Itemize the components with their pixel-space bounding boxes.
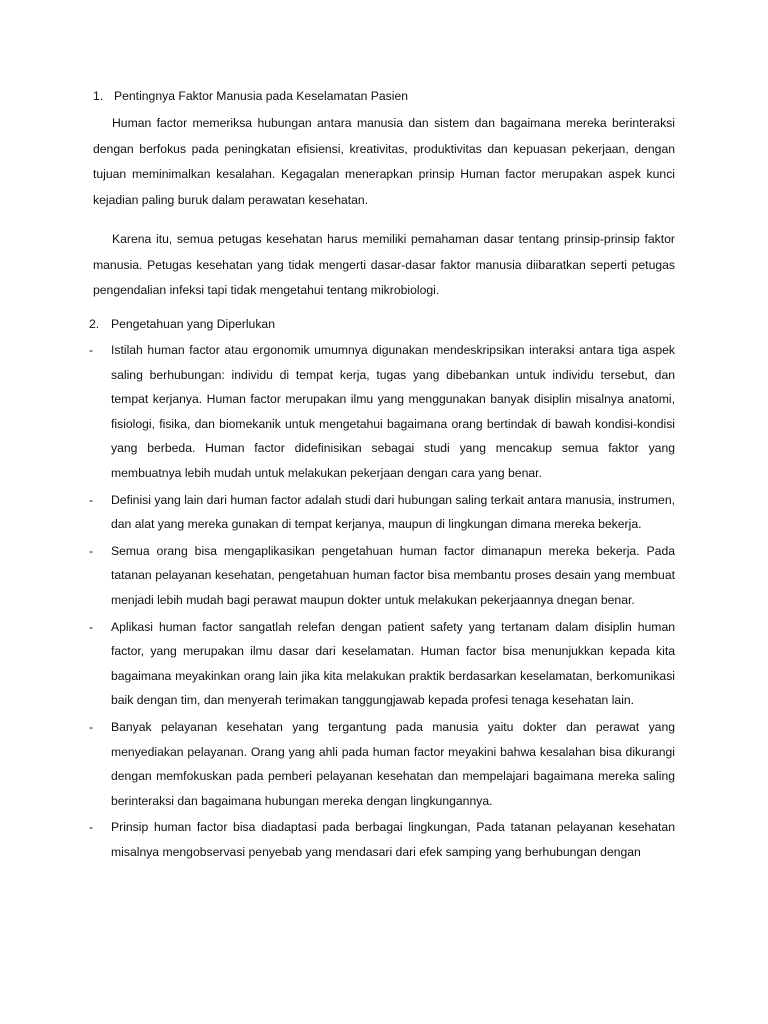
list-item-text: Definisi yang lain dari human factor adalah studi dari hubungan saling terkait antara manusia, instrumen, dan alat yang mereka gunakan di tempat kerjanya, maupun di lingkungan dimana mereka bekerja. [111,492,675,532]
list-item-text: Istilah human factor atau ergonomik umumnya digunakan mendeskripsikan interaksi antara tiga aspek saling berhubungan: individu di tempat kerja, tugas yang dibebankan untuk individu tersebut, dan tempat kerjanya. Human factor merupakan ilmu yang menggunakan banyak disiplin misalnya anatomi, fisiologi, fisika, dan biomekanik untuk mengetahui bagaimana orang bertindak di bawah kondisi-kondisi yang berbeda. Human factor didefinisikan sebagai studi yang mencakup semua faktor yang membuatnya lebih mudah untuk melakukan pekerjaan dengan cara yang benar. [111,343,675,480]
section-1-title: Pentingnya Faktor Manusia pada Keselamatan Pasien [114,89,409,103]
section-1-paragraph-1: Human factor memeriksa hubungan antara manusia dan sistem dan bagaimana mereka berinteraksi dengan berfokus pada peningkatan efisiensi, kreativitas, produktivitas dan kepuasan pekerjaan, dengan tujuan meminimalkan kesalahan. Kegagalan menerapkan prinsip Human factor merupakan aspek kunci kejadian paling buruk dalam perawatan kesehatan. [93,116,675,208]
list-item-text: Semua orang bisa mengaplikasikan pengetahuan human factor dimanapun mereka bekerja. Pada tatanan pelayanan kesehatan, pengetahuan human factor bisa membantu proses desain yang membuat menjadi lebih mudah bagi perawat maupun dokter untuk melakukan pekerjaannya dnegan benar. [111,543,675,607]
list-bullet: - [89,619,94,634]
list-bullet: - [89,820,94,835]
section-2-number: 2. [89,317,100,331]
list-item-text: Banyak pelayanan kesehatan yang tergantung pada manusia yaitu dokter dan perawat yang menyediakan pelayanan. Orang yang ahli pada human factor meyakini bahwa kesalahan bisa dikurangi dengan memfokuskan pada pemberi pelayanan kesehatan dan mempelajari bagaimana mereka saling berinteraksi dan bagaimana hubungan mereka dengan lingkungannya. [111,719,675,808]
list-item [89,715,675,813]
list-bullet: - [89,492,94,507]
section-1-heading [93,88,408,104]
list-item [89,539,675,613]
list-item [89,615,675,713]
list-item [89,338,675,486]
section-1-paragraph-2: Karena itu, semua petugas kesehatan harus memiliki pemahaman dasar tentang prinsip-prinsip faktor manusia. Petugas kesehatan yang tidak mengerti dasar-dasar faktor manusia diibaratkan seperti petugas pengendalian infeksi tapi tidak mengetahui tentang mikrobiologi. [93,232,675,298]
section-1-number: 1. [93,89,104,103]
list-item [89,488,675,537]
list-bullet: - [89,543,94,558]
section-2-heading [89,316,275,332]
list-bullet: - [89,343,94,357]
list-bullet: - [89,719,94,734]
section-2-list [89,338,675,866]
list-item-text: Aplikasi human factor sangatlah relefan dengan patient safety yang tertanam dalam disiplin human factor, yang merupakan ilmu dasar dari keselamatan. Human factor bisa menunjukkan kepada kita bagaimana meyakinkan orang lain jika kita melakukan praktik berdasarkan keselamatan, berkomunikasi baik dengan tim, dan menyerah terimakan tanggungjawab kepada profesi tenaga kesehatan lain. [111,619,675,708]
list-item [89,815,675,864]
section-2-title: Pengetahuan yang Diperlukan [111,317,275,331]
list-item-text: Prinsip human factor bisa diadaptasi pada berbagai lingkungan, Pada tatanan pelayanan kesehatan misalnya mengobservasi penyebab yang mendasari dari efek samping yang berhubungan dengan [111,820,675,859]
